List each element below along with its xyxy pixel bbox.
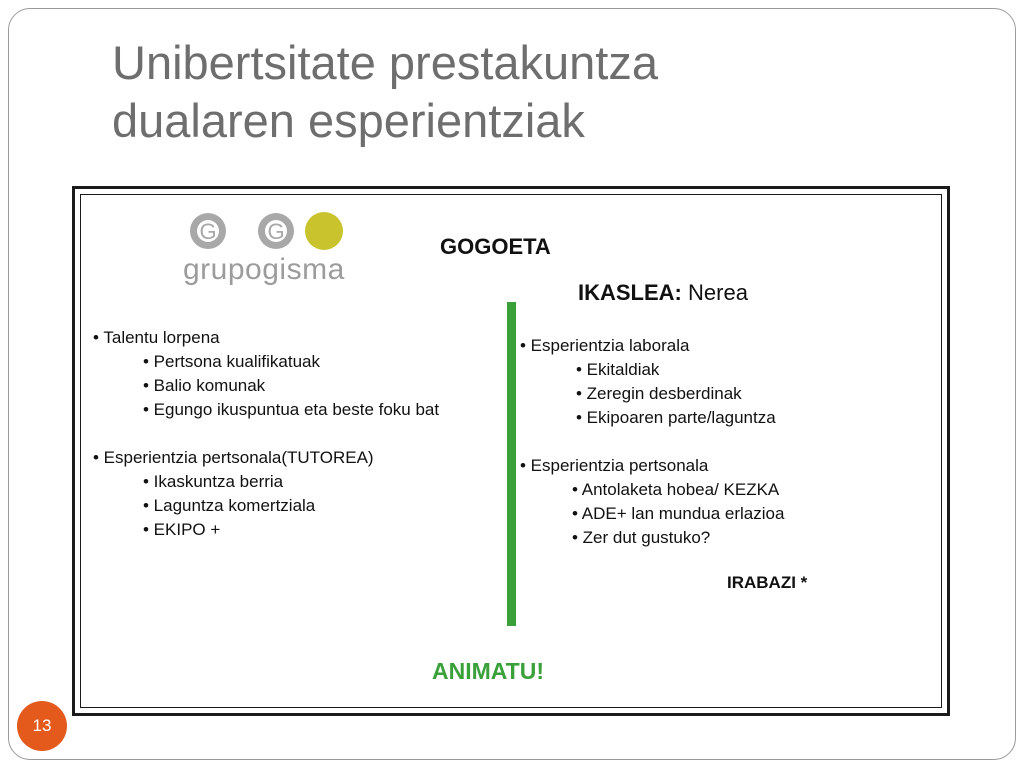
title-line-1: Unibertsitate prestakuntza <box>112 36 659 89</box>
list-item: • Zeregin desberdinak <box>576 384 742 403</box>
list-item: • Esperientzia pertsonala(TUTOREA) <box>93 448 374 467</box>
animatu-label: ANIMATU! <box>432 658 544 684</box>
student-line <box>578 280 748 306</box>
list-item: • ADE+ lan mundua erlazioa <box>572 504 785 523</box>
list-item: • Ikaskuntza berria <box>143 472 284 491</box>
slide-title <box>112 34 972 150</box>
list-item: • Egungo ikuspuntua eta beste foku bat <box>143 400 440 419</box>
student-name: Nerea <box>681 280 748 305</box>
irabazi-label: IRABAZI * <box>727 573 808 592</box>
list-item: • Esperientzia pertsonala <box>520 456 709 475</box>
list-item: • Zer dut gustuko? <box>572 528 711 547</box>
logo-letter-1: G <box>199 219 217 244</box>
list-item <box>520 430 784 454</box>
logo-wordmark: grupogisma <box>183 253 345 286</box>
right-list <box>520 334 784 550</box>
logo-letter-2: G <box>267 219 285 244</box>
list-item: • Esperientzia laborala <box>520 336 690 355</box>
list-item: • Pertsona kualifikatuak <box>143 352 320 371</box>
list-item: • Ekipoaren parte/laguntza <box>576 408 776 427</box>
logo-circle-yellow <box>305 212 343 250</box>
list-item <box>93 422 439 446</box>
list-item: • Antolaketa hobea/ KEZKA <box>572 480 780 499</box>
list-item: • Laguntza komertziala <box>143 496 316 515</box>
page-number-badge: 13 <box>17 701 67 751</box>
list-item: • Ekitaldiak <box>576 360 660 379</box>
student-label: IKASLEA: <box>578 280 682 305</box>
divider-bar <box>507 302 516 626</box>
list-item: • EKIPO + <box>143 520 221 539</box>
gogoeta-heading: GOGOETA <box>440 234 551 259</box>
left-list <box>93 326 439 542</box>
list-item: • Balio komunak <box>143 376 266 395</box>
title-line-2: dualaren esperientziak <box>112 94 585 147</box>
list-item: • Talentu lorpena <box>93 328 220 347</box>
